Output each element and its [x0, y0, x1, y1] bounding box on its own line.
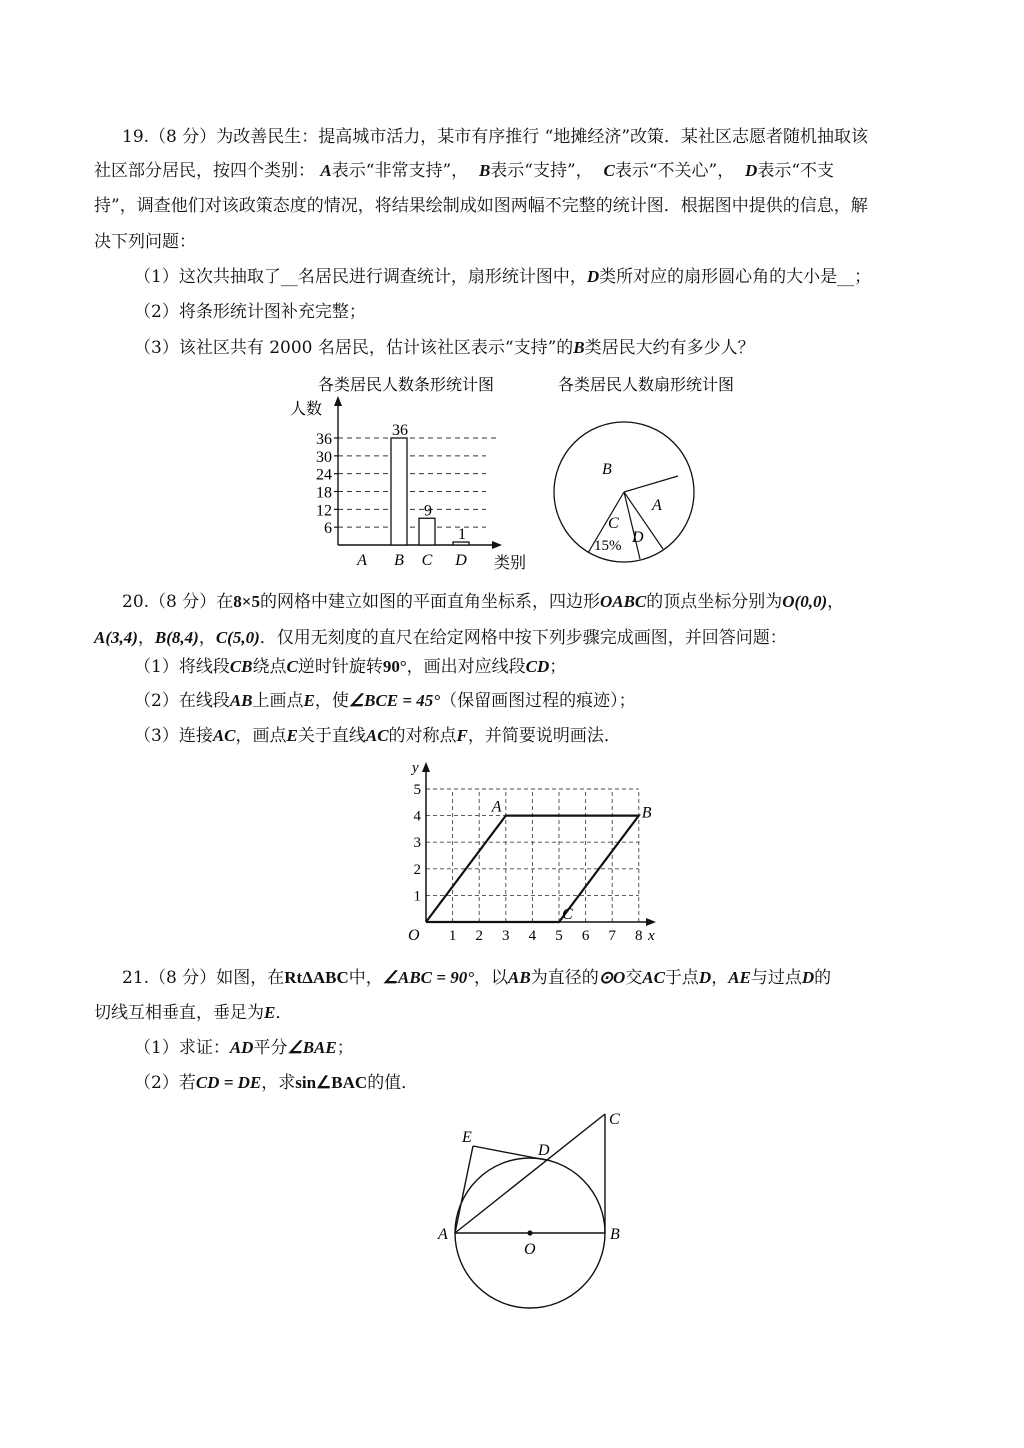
- segment-ac: [455, 1114, 605, 1233]
- q20-sub2: （2）在线段AB上画点E，使∠BCE = 45°（保留画图过程的痕迹）；: [134, 691, 636, 711]
- bar-chart-title: 各类居民人数条形统计图: [318, 375, 495, 394]
- q21-line1: 21.（8 分）如图，在RtΔABC中，∠ABC = 90°，以AB为直径的⊙O交AC于点D，AE与过点D的: [122, 968, 832, 988]
- y-axis-arrow: [334, 396, 342, 406]
- grid-point-b-label: B: [641, 804, 652, 822]
- q20-sub1: （1）将线段CB绕点C逆时针旋转90°，画出对应线段CD；: [134, 657, 567, 677]
- grid-point-a-label: A: [491, 798, 502, 816]
- label-e: E: [462, 1129, 472, 1146]
- pie-line-3: [624, 492, 640, 559]
- tangent-ed: [473, 1146, 546, 1160]
- grid-y-tick-label: 1: [413, 888, 421, 905]
- y-axis-label: 人数: [290, 399, 323, 418]
- bar-B: [391, 438, 407, 545]
- grid-x-tick-label: 1: [448, 928, 457, 944]
- center-point-o: [527, 1230, 532, 1235]
- grid-point-c-label: C: [562, 906, 573, 923]
- grid-x-axis-arrow: [646, 918, 656, 926]
- bar-value-label: 1: [458, 526, 466, 544]
- q19-sub2: （2）将条形统计图补充完整；: [134, 302, 366, 322]
- q19-line2: 社区部分居民，按四个类别： A表示“非常支持”， B表示“支持”， C表示“不关心”， D表示“不支: [94, 161, 835, 181]
- grid-x-tick-label: 4: [528, 928, 537, 944]
- q21-line2: 切线互相垂直，垂足为E．: [94, 1003, 293, 1023]
- label-c: C: [609, 1111, 620, 1128]
- bar-y-tick-label: 6: [324, 520, 332, 538]
- q19-line1: 19.（8 分）为改善民生：提高城市活力，某市有序推行 “地摊经济”改策．某社区志愿者随机抽取该: [122, 127, 869, 147]
- grid-x-tick-label: 6: [581, 928, 590, 944]
- q20-line1: 20.（8 分）在8×5的网格中建立如图的平面直角坐标系，四边形OABC的顶点坐标分别为O(0,0)，: [122, 592, 845, 612]
- grid-y-tick-label: 5: [413, 782, 421, 798]
- q19-sub1: （1）这次共抽取了__名居民进行调查统计，扇形统计图中，D类所对应的扇形圆心角的大小是__；: [134, 267, 872, 287]
- bar-category-label: A: [357, 552, 367, 569]
- pie-chart: [548, 370, 780, 568]
- q21-sub2: （2）若CD = DE，求sin∠BAC的值．: [134, 1073, 419, 1093]
- q19-line3: 持”，调查他们对该政策态度的情况，将结果绘制成如图两幅不完整的统计图．根据图中提供的信息，解: [94, 196, 868, 216]
- q19-sub3: （3）该社区共有 2000 名居民，估计该社区表示“支持”的B类居民大约有多少人？: [134, 338, 755, 358]
- q19-line4: 决下列问题：: [94, 232, 196, 252]
- coordinate-grid-figure: [396, 758, 666, 950]
- bar-category-label: D: [455, 552, 467, 569]
- x-axis-label: 类别: [494, 553, 527, 572]
- grid-x-tick-label: 5: [555, 928, 563, 944]
- bar-y-tick-label: 18: [316, 484, 332, 502]
- grid-x-tick-label: 2: [475, 928, 483, 944]
- bar-value-label: 36: [392, 422, 408, 439]
- grid-y-tick-label: 4: [413, 808, 421, 825]
- bar-y-tick-label: 24: [316, 466, 332, 484]
- grid-origin-label: O: [408, 927, 420, 944]
- pie-label-c: C: [608, 515, 619, 532]
- pie-label-a: A: [652, 497, 662, 514]
- q20-line2: A(3,4)，B(8,4)，C(5,0)．仅用无刻度的直尺在给定网格中按下列步骤完成画图，并回答问题：: [94, 628, 787, 648]
- pie-percent-c: 15%: [594, 538, 622, 554]
- grid-y-label: y: [412, 760, 419, 776]
- pie-label-b: B: [602, 461, 612, 478]
- grid-x-tick-label: 3: [502, 928, 510, 944]
- label-b: B: [610, 1226, 620, 1243]
- bar-y-tick-label: 30: [316, 448, 332, 466]
- segment-ae: [455, 1146, 473, 1233]
- pie-chart-title: 各类居民人数扇形统计图: [558, 375, 735, 394]
- x-axis-arrow: [492, 541, 502, 549]
- bar-C: [419, 518, 435, 545]
- label-a: A: [438, 1226, 448, 1243]
- grid-x-tick-label: 8: [635, 928, 643, 944]
- label-d: D: [538, 1142, 550, 1159]
- grid-y-tick-label: 3: [413, 835, 421, 852]
- q20-sub3: （3）连接AC，画点E关于直线AC的对称点F，并简要说明画法．: [134, 726, 621, 746]
- grid-x-tick-label: 7: [608, 928, 616, 944]
- grid-x-label: x: [648, 928, 655, 944]
- bar-y-tick-label: 12: [316, 502, 332, 520]
- pie-line-1: [624, 476, 678, 492]
- label-o: O: [524, 1241, 536, 1258]
- bar-category-label: B: [394, 552, 404, 569]
- bar-value-label: 9: [424, 502, 432, 520]
- grid-y-axis-arrow: [422, 762, 430, 772]
- circle-geometry-figure: [430, 1102, 630, 1317]
- grid-y-tick-label: 2: [413, 861, 421, 878]
- q21-sub1: （1）求证：AD平分∠BAE；: [134, 1038, 354, 1058]
- bar-y-tick-label: 36: [316, 431, 332, 448]
- pie-label-d: D: [632, 529, 644, 546]
- bar-chart: [286, 370, 540, 575]
- bar-category-label: C: [421, 552, 433, 569]
